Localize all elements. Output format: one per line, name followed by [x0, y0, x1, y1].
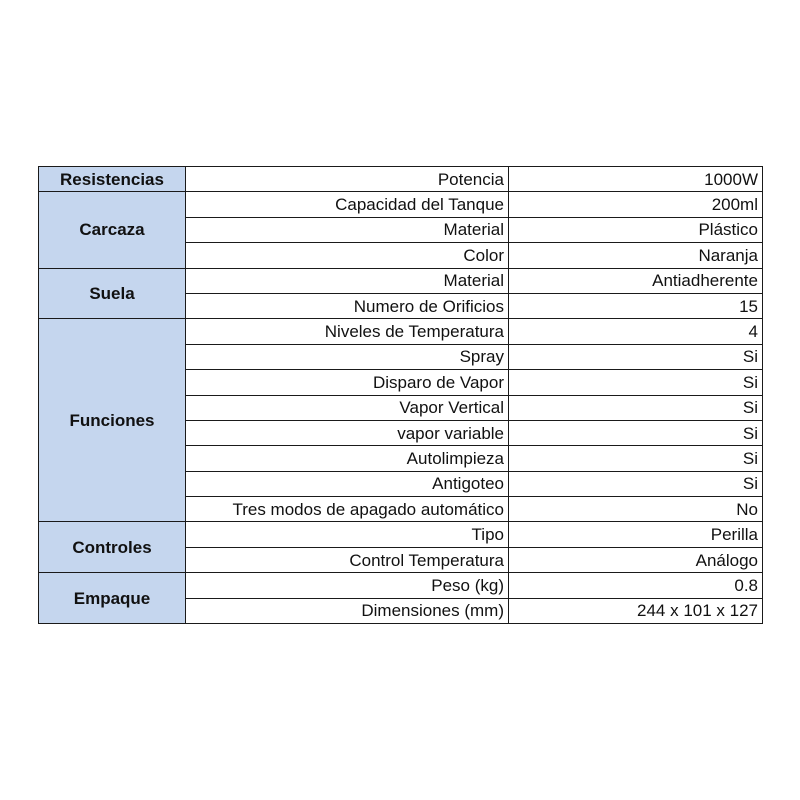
value-cell: 200ml	[509, 192, 763, 217]
value-cell: Naranja	[509, 243, 763, 268]
value-cell: 1000W	[509, 167, 763, 192]
value-cell: Perilla	[509, 522, 763, 547]
value-cell: Si	[509, 395, 763, 420]
attribute-cell: Potencia	[186, 167, 509, 192]
attribute-cell: Capacidad del Tanque	[186, 192, 509, 217]
attribute-cell: Niveles de Temperatura	[186, 319, 509, 344]
attribute-cell: Tres modos de apagado automático	[186, 497, 509, 522]
value-cell: Si	[509, 344, 763, 369]
value-cell: 4	[509, 319, 763, 344]
category-cell-resistencias: Resistencias	[39, 167, 186, 192]
attribute-cell: Peso (kg)	[186, 573, 509, 598]
attribute-cell: Antigoteo	[186, 471, 509, 496]
value-cell: Antiadherente	[509, 268, 763, 293]
table-row	[39, 573, 763, 598]
attribute-cell: Material	[186, 268, 509, 293]
attribute-cell: Autolimpieza	[186, 446, 509, 471]
spec-table-body	[39, 167, 763, 624]
value-cell: Análogo	[509, 547, 763, 572]
value-cell: 244 x 101 x 127	[509, 598, 763, 623]
table-row	[39, 192, 763, 217]
value-cell: Si	[509, 446, 763, 471]
table-row	[39, 167, 763, 192]
category-cell-empaque: Empaque	[39, 573, 186, 624]
attribute-cell: Tipo	[186, 522, 509, 547]
attribute-cell: Numero de Orificios	[186, 293, 509, 318]
attribute-cell: Color	[186, 243, 509, 268]
value-cell: Si	[509, 420, 763, 445]
value-cell: Si	[509, 370, 763, 395]
value-cell: Si	[509, 471, 763, 496]
table-row	[39, 522, 763, 547]
category-cell-funciones: Funciones	[39, 319, 186, 522]
table-row	[39, 268, 763, 293]
attribute-cell: Disparo de Vapor	[186, 370, 509, 395]
value-cell: No	[509, 497, 763, 522]
value-cell: 15	[509, 293, 763, 318]
spec-table	[38, 166, 763, 624]
category-cell-carcaza: Carcaza	[39, 192, 186, 268]
attribute-cell: Control Temperatura	[186, 547, 509, 572]
category-cell-controles: Controles	[39, 522, 186, 573]
table-row	[39, 319, 763, 344]
attribute-cell: vapor variable	[186, 420, 509, 445]
category-cell-suela: Suela	[39, 268, 186, 319]
attribute-cell: Dimensiones (mm)	[186, 598, 509, 623]
value-cell: 0.8	[509, 573, 763, 598]
attribute-cell: Spray	[186, 344, 509, 369]
attribute-cell: Vapor Vertical	[186, 395, 509, 420]
value-cell: Plástico	[509, 217, 763, 242]
attribute-cell: Material	[186, 217, 509, 242]
